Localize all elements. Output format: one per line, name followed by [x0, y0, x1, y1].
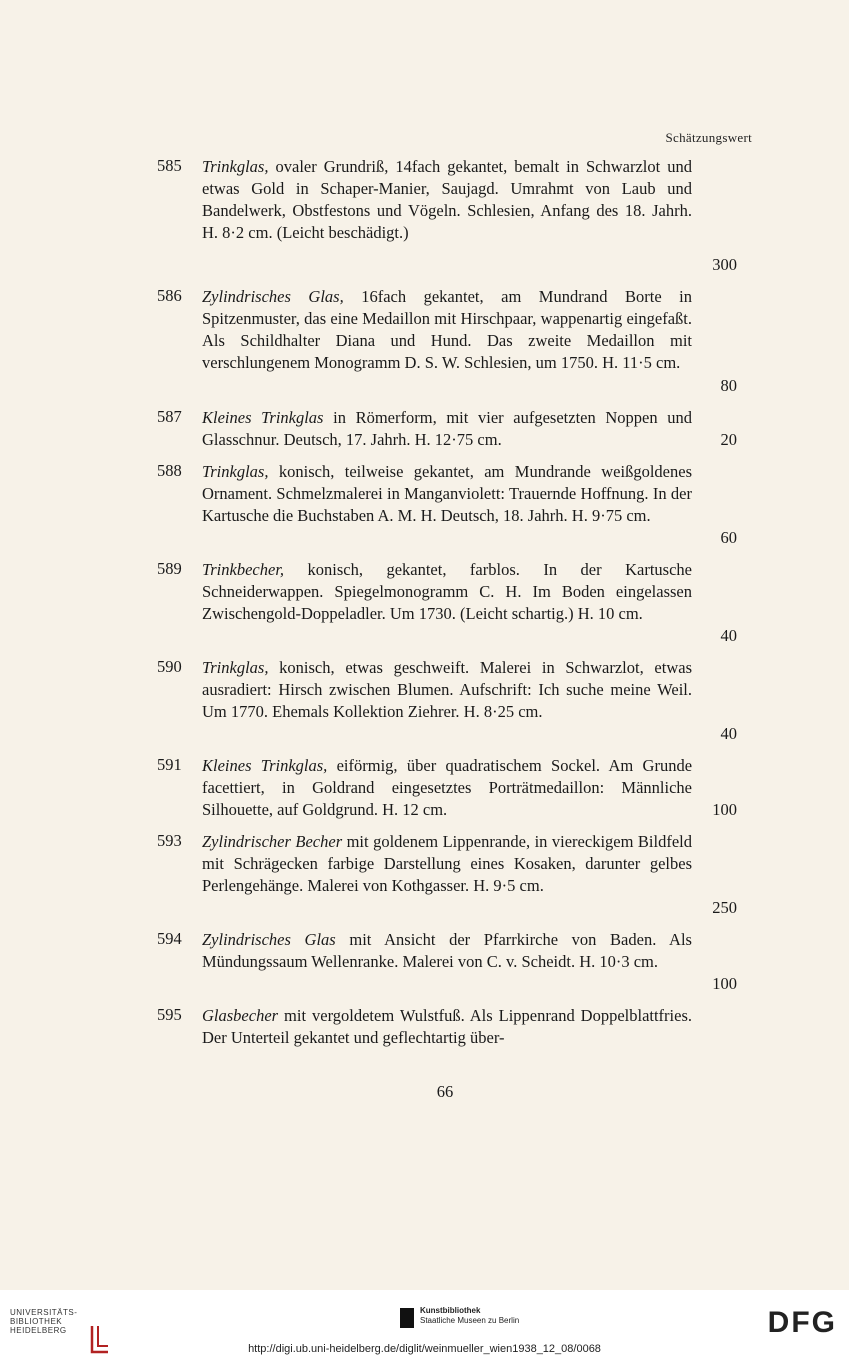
entry-price: 60: [720, 528, 737, 547]
entry-title: Zylindrisches Glas,: [202, 287, 344, 306]
kb-subtitle: Staatliche Museen zu Berlin: [420, 1316, 520, 1325]
entry-number: 593: [157, 831, 182, 850]
entry-body: mit Ansicht der Pfarrkirche von Baden. Als Mündungssaum Wellenranke. Malerei von C. v. Scheidt. H. 10·3 cm.: [202, 930, 692, 971]
entry-number: 590: [157, 657, 182, 676]
entry-price: 40: [720, 626, 737, 645]
entry-number: 586: [157, 286, 182, 305]
entry-title: Trinkglas,: [202, 157, 269, 176]
catalog-entry: [157, 831, 747, 919]
entry-title: Trinkglas,: [202, 462, 269, 481]
entry-price: 80: [720, 376, 737, 395]
catalog-entry: [157, 461, 747, 549]
catalog-entry: [157, 657, 747, 745]
entry-price: 20: [720, 430, 737, 449]
entry-body: eiförmig, über quadratischem Sockel. Am Grunde facettiert, in Goldrand eingesetztes Porträtmedaillon: Männliche Silhouette, auf Goldgrund. H. 12 cm.: [202, 756, 693, 819]
entry-body: mit goldenem Lippenrande, in viereckigem Bildfeld mit Schrägecken farbige Darstellung eines Kosaken, darunter gelbes Perlengehänge. Malerei von Kothgasser. H. 9·5 cm.: [202, 832, 692, 895]
entry-price: 300: [712, 255, 737, 274]
university-library-logo: [10, 1308, 110, 1335]
entry-text: [202, 461, 692, 527]
entry-text: [202, 559, 692, 625]
catalog-entries: [157, 156, 747, 1059]
page-number: 66: [436, 1082, 454, 1101]
catalog-entry: [157, 755, 747, 821]
catalog-entry: [157, 559, 747, 647]
catalog-entry: [157, 156, 747, 276]
kunstbibliothek-icon: [400, 1308, 414, 1328]
entry-number: 594: [157, 929, 182, 948]
entry-title: Zylindrisches Glas: [202, 930, 336, 949]
entry-number: 591: [157, 755, 182, 774]
entry-text: [202, 831, 692, 897]
dfg-logo: DFG: [767, 1306, 837, 1339]
university-line: HEIDELBERG: [10, 1326, 67, 1335]
entry-number: 587: [157, 407, 182, 426]
kb-title: Kunstbibliothek: [420, 1306, 481, 1315]
entry-text: [202, 657, 692, 723]
entry-text: [202, 929, 692, 973]
source-url[interactable]: http://digi.ub.uni-heidelberg.de/diglit/weinmueller_wien1938_12_08/0068: [248, 1343, 601, 1355]
entry-text: [202, 1005, 692, 1049]
catalog-entry: [157, 929, 747, 995]
entry-body: konisch, teilweise gekantet, am Mundrande weißgoldenes Ornament. Schmelzmalerei in Manganviolett: Trauernde Hoffnung. In der Kartusche die Buchstaben A. M. H. Deutsch, 18. Jahrh. H. 9·75 cm.: [202, 462, 692, 525]
entry-title: Zylindrischer Becher: [202, 832, 343, 851]
entry-body: konisch, etwas geschweift. Malerei in Schwarzlot, etwas ausradiert: Hirsch zwischen Blumen. Aufschrift: Ich suche meine Weil. Um 1770. Ehemals Kollektion Ziehrer. H. 8·25 cm.: [202, 658, 692, 721]
entry-number: 595: [157, 1005, 182, 1024]
catalog-entry: [157, 286, 747, 397]
entry-text: [202, 286, 692, 374]
entry-price: 40: [720, 724, 737, 743]
catalog-entry: [157, 407, 747, 451]
university-line: UNIVERSITÄTS-: [10, 1308, 78, 1317]
entry-title: Glasbecher: [202, 1006, 279, 1025]
entry-body: konisch, gekantet, farblos. In der Kartusche Schneiderwappen. Spiegelmonogramm C. H. Im Boden eingelassen Zwischengold-Doppeladler. Um 1730. (Leicht schartig.) H. 10 cm.: [202, 560, 692, 623]
entry-number: 585: [157, 156, 182, 175]
entry-body: 16fach gekantet, am Mundrand Borte in Spitzenmuster, das eine Medaillon mit Hirschpaar, wappenartig eingefaßt. Als Schildhalter Diana und Hund. Das zweite Medaillon mit verschlungenem Monogramm D. S. W. Schlesien, um 1750. H. 11·5 cm.: [202, 287, 692, 372]
entry-number: 589: [157, 559, 182, 578]
catalog-entry: [157, 1005, 747, 1049]
entry-title: Kleines Trinkglas: [202, 408, 324, 427]
entry-text: [202, 755, 692, 821]
entry-price: 100: [712, 974, 737, 993]
entry-price: 100: [712, 800, 737, 819]
entry-title: Kleines Trinkglas,: [202, 756, 328, 775]
entry-text: [202, 407, 692, 451]
column-header: Schätzungswert: [665, 130, 752, 145]
entry-body: mit vergoldetem Wulstfuß. Als Lippenrand Doppelblattfries. Der Unterteil gekantet und geflechtartig über-: [202, 1006, 692, 1047]
entry-title: Trinkbecher,: [202, 560, 285, 579]
entry-body: in Römerform, mit vier aufgesetzten Noppen und Glasschnur. Deutsch, 17. Jahrh. H. 12·75 cm.: [202, 408, 692, 449]
entry-title: Trinkglas,: [202, 658, 269, 677]
entry-number: 588: [157, 461, 182, 480]
entry-price: 250: [712, 898, 737, 917]
university-line: BIBLIOTHEK: [10, 1317, 63, 1326]
entry-text: [202, 156, 692, 244]
entry-body: ovaler Grundriß, 14fach gekantet, bemalt in Schwarzlot und etwas Gold in Schaper-Manier, Saujagd. Umrahmt von Laub und Bandelwerk, Obstfestons und Vögeln. Schlesien, Anfang des 18. Jahrh. H. 8·2 cm. (Leicht beschädigt.): [202, 157, 692, 242]
footer-bar: [0, 1290, 849, 1357]
